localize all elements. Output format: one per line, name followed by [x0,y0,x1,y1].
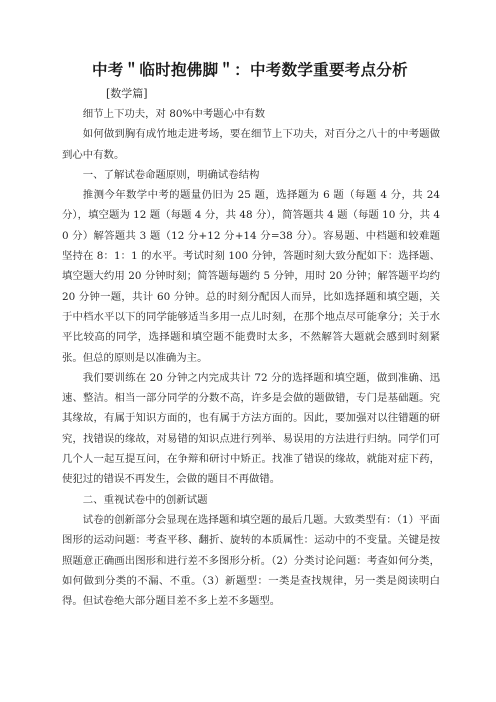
paragraph-5: 试卷的创新部分会显现在选择题和填空题的最后几题。大致类型有：（1）平面图形的运动问题：考查平移、翻折、旋转的本质属性：运动中的不变量。关键是按照题意正确画出图形和进行差不多图形分析。（2）分类讨论问题：考查如何分类，如何做到分类的不漏、不重。（3）新题型：一类是查找规律，另一类是阅读明白得。但试卷绝大部分题目差不多上差不多题型。 [62,513,440,608]
section-heading-2: 二、重视试卷中的创新试题 [82,493,208,506]
paragraph-2: 如何做到胸有成竹地走进考场，要在细节上下功夫，对百分之八十的中考题做到心中有数。 [62,128,440,161]
document-title: 中考＂临时抱佛脚＂：中考数学重要考点分析 [91,61,408,79]
paragraph-1: 细节上下功夫，对 80%中考题心中有数 [82,108,266,120]
paragraph-3: 推测今年数学中考的题量仍旧为 25 题，选择题为 6 题（每题 4 分，共 24 分），填空题为 12 题（每题 4 分，共 48 分），简答题共 4 题（每题 10 分，共 40 分）解答题共 3 题（12 分+12 分+14 分=38 分）。容易题、中档题和较难题坚持在 8：1：1 的水平。考试时刻 100 分钟，答题时刻大致分配如下：选择题、填空题大约用 20 分钟时刻；简答题每题约 5 分钟，用时 20 分钟；解答题平均约 20 分钟一题，共计 60 分钟。总的时刻分配因人而异，比如选择题和填空题，关于中档水平以下的同学能够适当多用一点儿时刻，在那个地点尽可能拿分；关于水平比较高的同学，选择题和填空题不能费时太多，不然解答大题就会感到时刻紧张。但总的原则是以准确为主。 [62,189,440,364]
section-tag: [数学篇] [106,87,148,100]
section-heading-1: 一、了解试卷命题原则，明确试卷结构 [82,168,260,181]
paragraph-4: 我们要训练在 20 分钟之内完成共计 72 分的选择题和填空题，做到准确、迅速、整洁。相当一部分同学的分数不高，许多是会做的题做错，专门是基础题。究其缘故，有属于知识方面的，也有属于方法方面的。因此，要加强对以往错题的研究，找错误的缘故，对易错的知识点进行列举、易误用的方法进行归纳。同学们可几个人一起互提互问，在争辩和研讨中矫正。找准了错误的缘故，就能对症下药，使犯过的错误不再发生，会做的题目不再做错。 [62,371,440,486]
